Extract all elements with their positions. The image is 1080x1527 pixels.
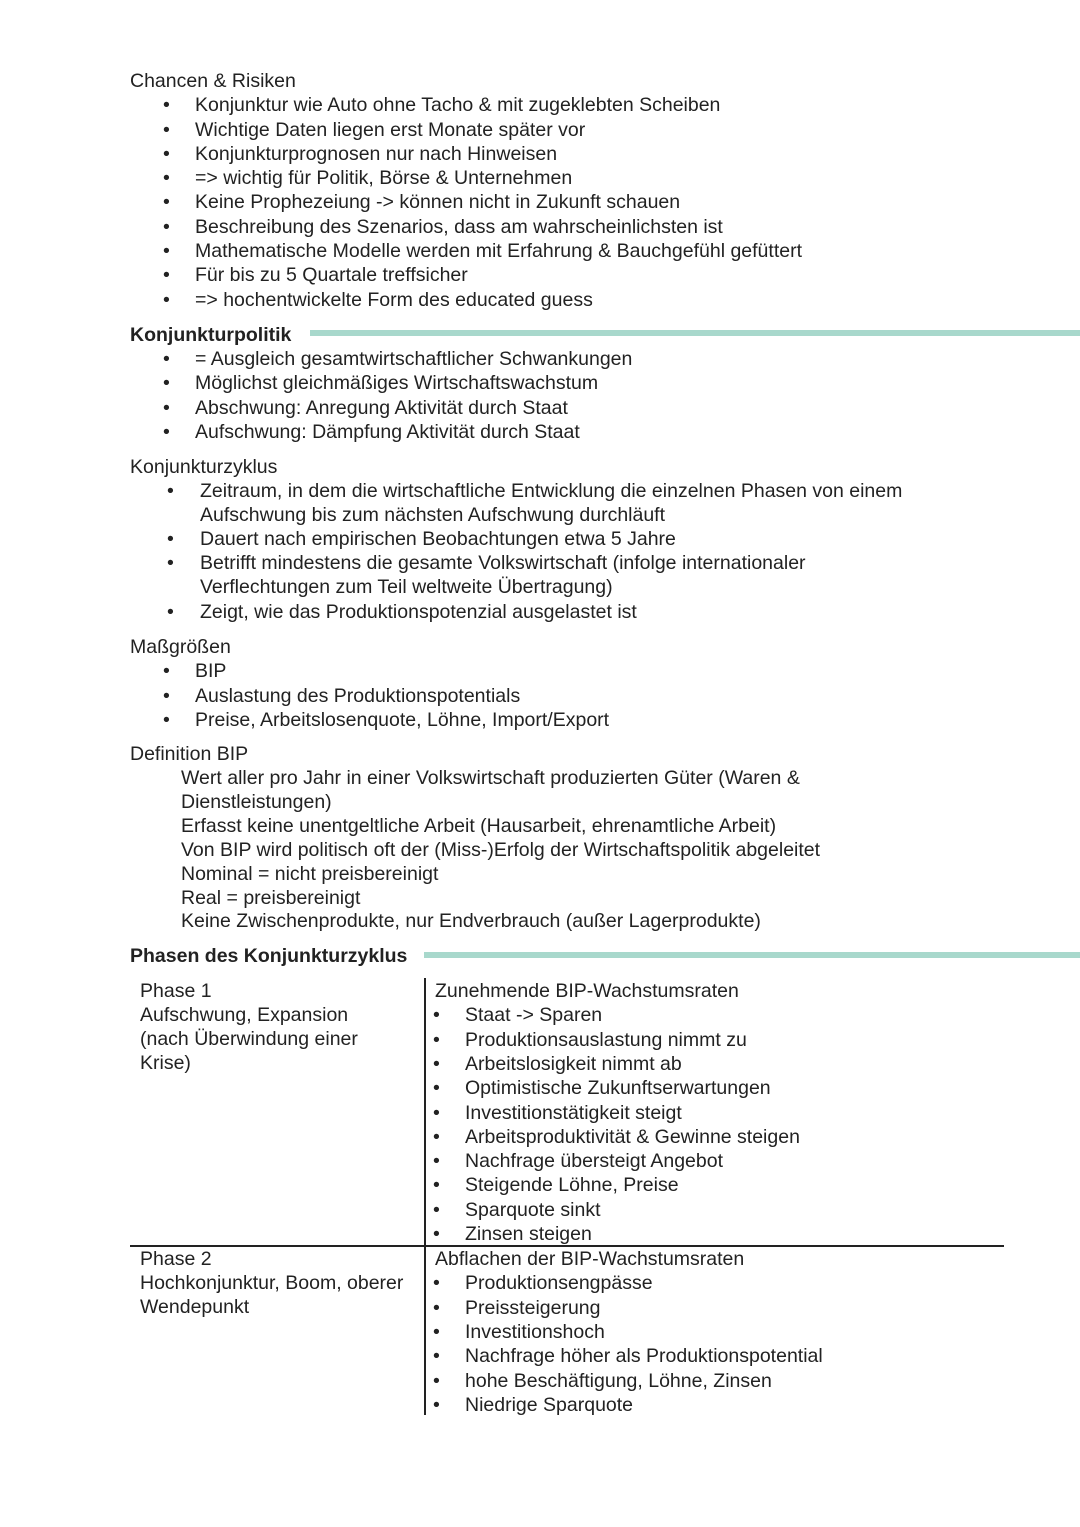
bullet-icon: • <box>163 191 170 213</box>
bullet-icon: • <box>167 601 174 623</box>
bullet-icon: • <box>433 1029 440 1051</box>
list-item: Zinsen steigen <box>465 1223 592 1245</box>
bullet-icon: • <box>433 1102 440 1124</box>
bullet-icon: • <box>433 1199 440 1221</box>
list-item: BIP <box>195 660 227 682</box>
list-item: => wichtig für Politik, Börse & Unternehmen <box>195 167 573 189</box>
list-item: Nachfrage höher als Produktionspotential <box>465 1345 823 1367</box>
bullet-icon: • <box>163 348 170 370</box>
bullet-icon: • <box>433 1272 440 1294</box>
list-item: Mathematische Modelle werden mit Erfahrung & Bauchgefühl gefüttert <box>195 240 802 262</box>
list-item: Produktionsengpässe <box>465 1272 653 1294</box>
list-item: Konjunkturprognosen nur nach Hinweisen <box>195 143 558 165</box>
bullet-icon: • <box>163 216 170 238</box>
list-item: Sparquote sinkt <box>465 1199 601 1221</box>
list-item: Preise, Arbeitslosenquote, Löhne, Import/Export <box>195 709 610 731</box>
section-divider <box>424 952 1080 958</box>
bullet-icon: • <box>433 1126 440 1148</box>
bullet-icon: • <box>167 480 174 502</box>
bullet-icon: • <box>167 528 174 550</box>
section-divider <box>310 330 1080 336</box>
text-line: Nominal = nicht preisbereinigt <box>181 863 439 885</box>
list-item: Wichtige Daten liegen erst Monate später vor <box>195 119 586 141</box>
list-item: Investitionshoch <box>465 1321 605 1343</box>
heading-phasen: Phasen des Konjunkturzyklus <box>130 945 408 967</box>
list-item: Möglichst gleichmäßiges Wirtschaftswachstum <box>195 372 599 394</box>
bullet-icon: • <box>433 1370 440 1392</box>
bullet-icon: • <box>163 660 170 682</box>
text-line: Keine Zwischenprodukte, nur Endverbrauch (außer Lagerprodukte) <box>181 910 761 932</box>
list-item: Nachfrage übersteigt Angebot <box>465 1150 724 1172</box>
list-item: => hochentwickelte Form des educated guess <box>195 289 593 311</box>
bullet-icon: • <box>433 1394 440 1416</box>
bullet-icon: • <box>433 1004 440 1026</box>
heading-konjunkturpolitik: Konjunkturpolitik <box>130 324 292 346</box>
list-item: Niedrige Sparquote <box>465 1394 634 1416</box>
list-item: Zeitraum, in dem die wirtschaftliche Entwicklung die einzelnen Phasen von einem <box>200 480 903 502</box>
list-item: Beschreibung des Szenarios, dass am wahrscheinlichsten ist <box>195 216 723 238</box>
bullet-icon: • <box>433 1345 440 1367</box>
bullet-icon: • <box>433 1077 440 1099</box>
phase-description: Aufschwung, Expansion <box>140 1004 349 1026</box>
phase-description: Krise) <box>140 1052 191 1074</box>
phase-description: Hochkonjunktur, Boom, oberer <box>140 1272 404 1294</box>
table-column-divider <box>424 978 426 1415</box>
phase-description: Wendepunkt <box>140 1296 250 1318</box>
list-item: Steigende Löhne, Preise <box>465 1174 679 1196</box>
list-item: Abschwung: Anregung Aktivität durch Staat <box>195 397 568 419</box>
bullet-icon: • <box>163 143 170 165</box>
list-item-continuation: Aufschwung bis zum nächsten Aufschwung durchläuft <box>200 504 666 526</box>
list-item: Dauert nach empirischen Beobachtungen etwa 5 Jahre <box>200 528 676 550</box>
bullet-icon: • <box>163 289 170 311</box>
text-line: Erfasst keine unentgeltliche Arbeit (Hausarbeit, ehrenamtliche Arbeit) <box>181 815 777 837</box>
bullet-icon: • <box>433 1053 440 1075</box>
list-item: Preissteigerung <box>465 1297 601 1319</box>
list-item: Auslastung des Produktionspotentials <box>195 685 521 707</box>
bullet-icon: • <box>433 1321 440 1343</box>
list-item: Staat -> Sparen <box>465 1004 603 1026</box>
heading-massgroessen: Maßgrößen <box>130 636 231 658</box>
bullet-icon: • <box>433 1150 440 1172</box>
list-item: Arbeitsproduktivität & Gewinne steigen <box>465 1126 800 1148</box>
bullet-icon: • <box>167 552 174 574</box>
list-item: Arbeitslosigkeit nimmt ab <box>465 1053 682 1075</box>
list-item: Betrifft mindestens die gesamte Volkswirtschaft (infolge internationaler <box>200 552 806 574</box>
list-item: Optimistische Zukunftserwartungen <box>465 1077 771 1099</box>
bullet-icon: • <box>163 119 170 141</box>
bullet-icon: • <box>163 94 170 116</box>
bullet-icon: • <box>163 372 170 394</box>
list-item: Zeigt, wie das Produktionspotenzial ausgelastet ist <box>200 601 637 623</box>
list-item-continuation: Verflechtungen zum Teil weltweite Übertragung) <box>200 576 613 598</box>
list-item: Investitionstätigkeit steigt <box>465 1102 682 1124</box>
list-item: Keine Prophezeiung -> können nicht in Zukunft schauen <box>195 191 681 213</box>
text-line: Real = preisbereinigt <box>181 887 361 909</box>
list-item: = Ausgleich gesamtwirtschaftlicher Schwankungen <box>195 348 633 370</box>
text-line: Von BIP wird politisch oft der (Miss-)Erfolg der Wirtschaftspolitik abgeleitet <box>181 839 821 861</box>
bullet-icon: • <box>163 264 170 286</box>
bullet-icon: • <box>433 1174 440 1196</box>
bullet-icon: • <box>433 1297 440 1319</box>
list-item: Konjunktur wie Auto ohne Tacho & mit zugeklebten Scheiben <box>195 94 721 116</box>
phase-title: Zunehmende BIP-Wachstumsraten <box>435 980 739 1002</box>
text-line: Dienstleistungen) <box>181 791 332 813</box>
list-item: hohe Beschäftigung, Löhne, Zinsen <box>465 1370 772 1392</box>
phase-label: Phase 1 <box>140 980 212 1002</box>
list-item: Aufschwung: Dämpfung Aktivität durch Staat <box>195 421 580 443</box>
bullet-icon: • <box>163 421 170 443</box>
list-item: Für bis zu 5 Quartale treffsicher <box>195 264 468 286</box>
heading-definition-bip: Definition BIP <box>130 743 249 765</box>
heading-chancen-risiken: Chancen & Risiken <box>130 70 296 92</box>
bullet-icon: • <box>433 1223 440 1245</box>
text-line: Wert aller pro Jahr in einer Volkswirtschaft produzierten Güter (Waren & <box>181 767 800 789</box>
bullet-icon: • <box>163 685 170 707</box>
phase-description: (nach Überwindung einer <box>140 1028 358 1050</box>
phase-title: Abflachen der BIP-Wachstumsraten <box>435 1248 745 1270</box>
bullet-icon: • <box>163 240 170 262</box>
bullet-icon: • <box>163 167 170 189</box>
bullet-icon: • <box>163 709 170 731</box>
list-item: Produktionsauslastung nimmt zu <box>465 1029 747 1051</box>
phase-label: Phase 2 <box>140 1248 212 1270</box>
heading-konjunkturzyklus: Konjunkturzyklus <box>130 456 278 478</box>
bullet-icon: • <box>163 397 170 419</box>
